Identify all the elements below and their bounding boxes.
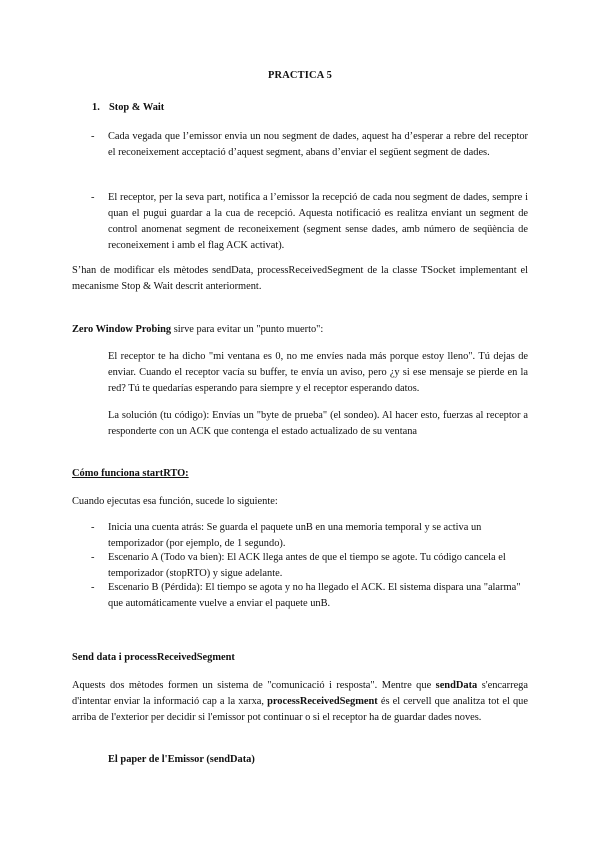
bullet-stopwait-1: Cada vegada que l’emissor envia un nou segment de dades, aquest ha d’esperar a rebre del receptor el reconeixement acceptació d’aquest segment, abans d’enviar el següent segment de dades. <box>108 131 528 158</box>
stopwait-paragraph: S’han de modificar els mètodes sendData, processReceivedSegment de la classe TSocket implementant el mecanisme Stop & Wait descrit anteriorment. <box>72 265 528 292</box>
page-title: PRACTICA 5 <box>267 70 333 81</box>
senddata-text-a: Aquests dos mètodes formen un sistema de "comunicació i resposta". Mentre que <box>72 680 436 691</box>
zero-window-para-2: La solución (tu código): Envías un "byte de prueba" (el sondeo). Al hacer esto, fuerzas al receptor a responderte con un ACK que contenga el estado actualizado de su ventana <box>108 410 528 437</box>
bullet-dash: - <box>91 522 95 533</box>
senddata-text-c: és el cervell que analitza tot el que arriba de l'exterior per decidir si l'emissor pot continuar o si el receptor ha de guardar dades noves. <box>72 696 528 723</box>
zero-window-term: Zero Window Probing <box>72 324 172 335</box>
section-number: 1. <box>92 102 100 113</box>
bullet-dash: - <box>91 582 95 593</box>
bullet-dash: - <box>91 131 95 142</box>
startrto-intro: Cuando ejecutas esa función, sucede lo siguiente: <box>72 496 278 507</box>
startrto-bullet-3: Escenario B (Pérdida): El tiempo se agota y no ha llegado el ACK. El sistema dispara una "alarma" que automáticamente vuelve a enviar el paquete unB. <box>108 582 521 609</box>
senddata-term-senddata: sendData <box>435 680 478 691</box>
section-heading: Stop & Wait <box>109 102 165 113</box>
zero-window-lead-text: sirve para evitar un "punto muerto": <box>171 324 324 335</box>
senddata-paragraph <box>72 678 528 726</box>
zero-window-para-1: El receptor te ha dicho "mi ventana es 0, no me envíes nada más porque estoy lleno". Tú dejas de enviar. Cuando el receptor vacía su buffer, te envía un aviso, pero ¿y si ese mensaje se pierde en la red? Tú te quedarías esperando para siempre y el receptor esperando datos. <box>108 351 528 394</box>
senddata-text-b: s'encarrega d'intentar enviar la informació cap a la xarxa, <box>72 680 528 707</box>
zero-window-lead <box>72 322 532 338</box>
startrto-bullet-1: Inicia una cuenta atrás: Se guarda el paquete unB en una memoria temporal y se activa un temporizador (por ejemplo, de 1 segundo). <box>108 522 482 549</box>
bullet-dash: - <box>91 192 95 203</box>
senddata-subheading: El paper de l'Emissor (sendData) <box>108 754 255 765</box>
senddata-term-process: processReceivedSegment <box>267 696 378 707</box>
bullet-dash: - <box>91 552 95 563</box>
startrto-bullet-2: Escenario A (Todo va bien): El ACK llega antes de que el tiempo se agote. Tu código cancela el temporizador (stopRTO) y sigue adelante. <box>108 552 506 579</box>
bullet-stopwait-2: El receptor, per la seva part, notifica a l’emissor la recepció de cada nou segment de dades, sempre i quan el pugui guardar a la cua de recepció. Aquesta notificació es realitza enviant un segment de control anomenat segment de reconeixement (segment sense dades, amb número de seqüència de reconeixement i amb el flag ACK activat). <box>108 192 528 251</box>
startrto-heading: Cómo funciona startRTO: <box>72 468 189 479</box>
senddata-heading: Send data i processReceivedSegment <box>72 652 235 663</box>
